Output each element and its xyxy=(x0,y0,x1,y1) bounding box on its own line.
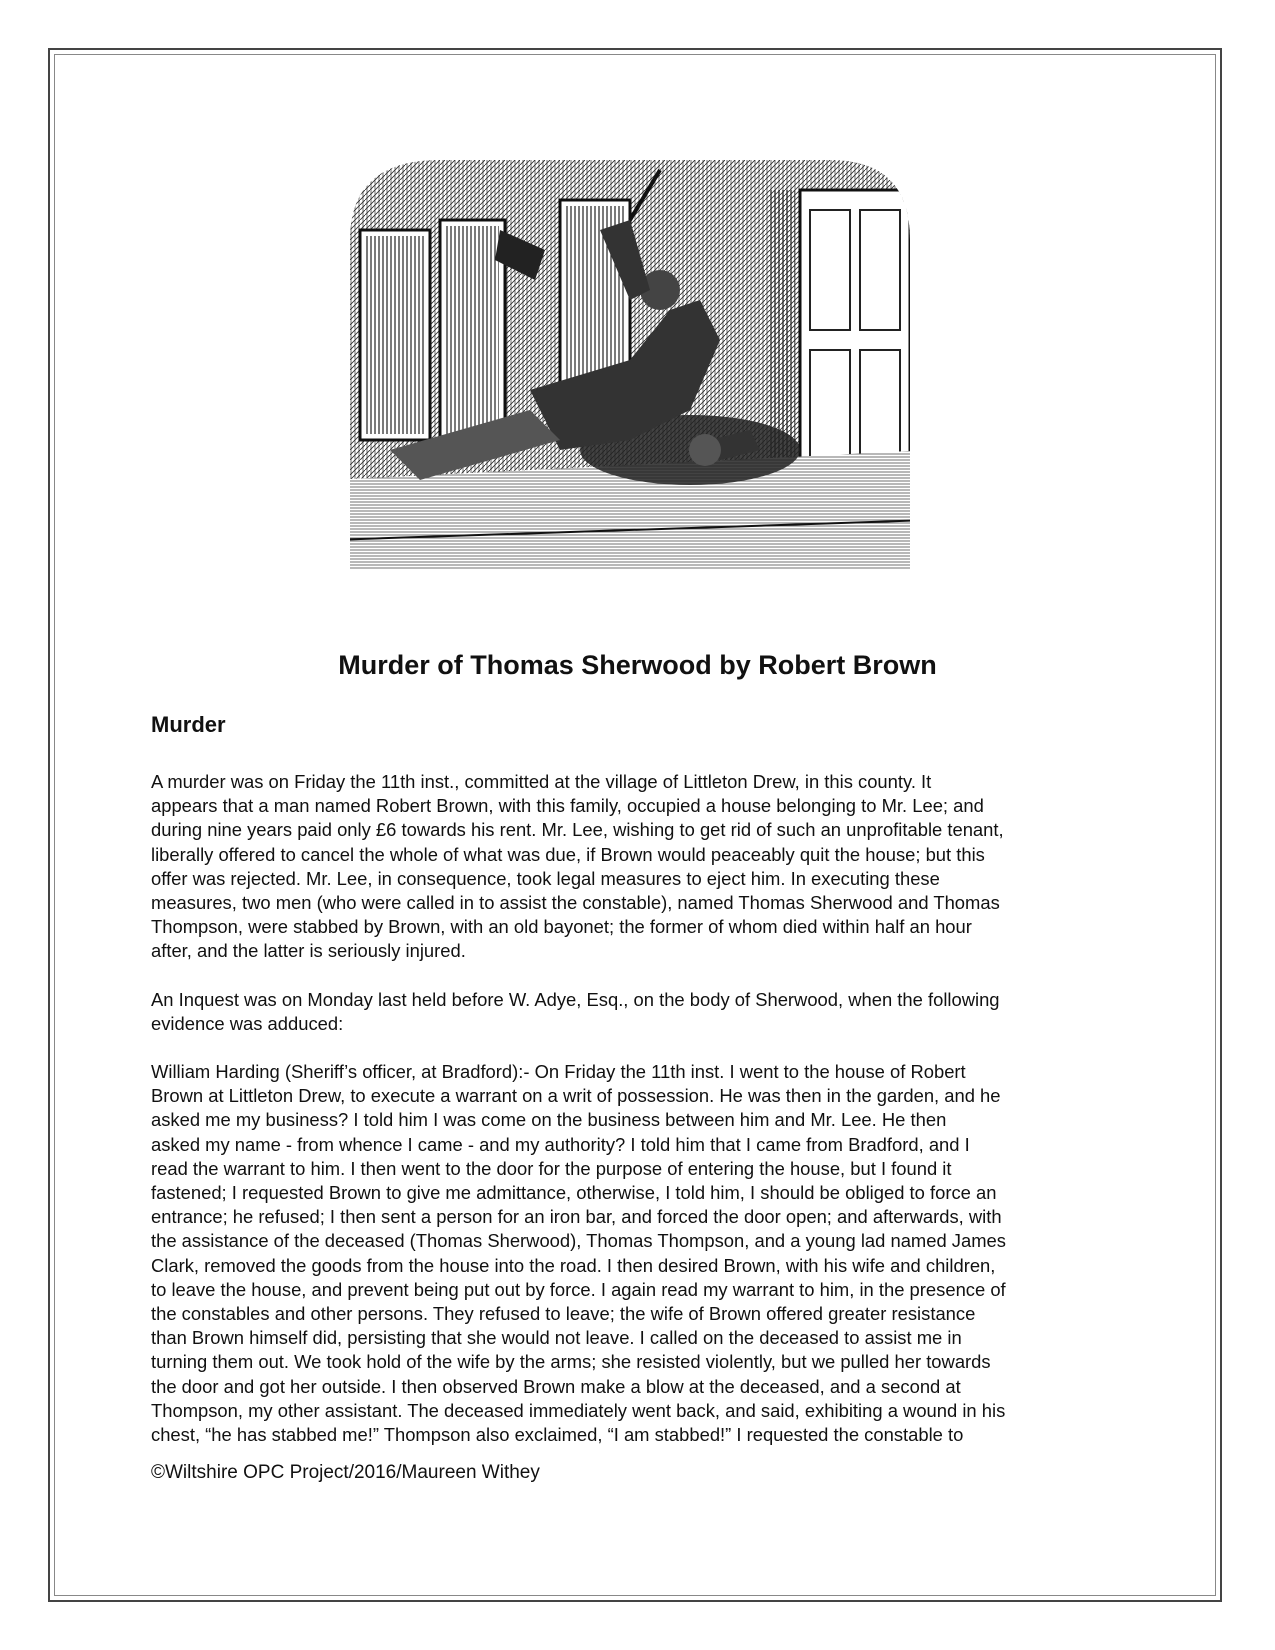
copyright-footer: ©Wiltshire OPC Project/2016/Maureen Withey xyxy=(151,1462,540,1483)
paragraph: An Inquest was on Monday last held before W. Adye, Esq., on the body of Sherwood, when the following evidence was adduced: xyxy=(151,988,1000,1034)
engraving-illustration xyxy=(330,150,930,610)
page-title: Murder of Thomas Sherwood by Robert Brown xyxy=(338,650,937,680)
body-text xyxy=(151,770,1131,1471)
paragraph: A murder was on Friday the 11th inst., committed at the village of Littleton Drew, in this county. It appears that a man named Robert Brown, with this family, occupied a house belonging to Mr. Lee; and during nine years paid only £6 towards his rent. Mr. Lee, wishing to get rid of such an unprofitable tenant, liberally offered to cancel the whole of what was due, if Brown would peaceably quit the house; but this offer was rejected. Mr. Lee, in consequence, took legal measures to eject him. In executing these measures, two men (who were called in to assist the constable), named Thomas Sherwood and Thomas Thompson, were stabbed by Brown, with an old bayonet; the former of whom died within half an hour after, and the latter is seriously injured. xyxy=(151,771,1004,962)
paragraph: William Harding (Sheriff’s officer, at Bradford):- On Friday the 11th inst. I went to the house of Robert Brown at Littleton Drew, to execute a warrant on a writ of possession. He was then in the garden, and he asked me my business? I told him I was come on the business between him and Mr. Lee. He then asked my name - from whence I came - and my authority? I told him that I came from Bradford, and I read the warrant to him. I then went to the door for the purpose of entering the house, but I found it fastened; I requested Brown to give me admittance, otherwise, I told him, I should be obliged to force an entrance; he refused; I then sent a person for an iron bar, and forced the door open; and afterwards, with the assistance of the deceased (Thomas Sherwood), Thomas Thompson, and a young lad named James Clark, removed the goods from the house into the road. I then desired Brown, with his wife and children, to leave the house, and prevent being put out by force. I again read my warrant to him, in the presence of the constables and other persons. They refused to leave; the wife of Brown offered greater resistance than Brown himself did, persisting that she would not leave. I called on the deceased to assist me in turning them out. We took hold of the wife by the arms; she resisted violently, but we pulled her towards the door and got her outside. I then observed Brown make a blow at the deceased, and a second at Thompson, my other assistant. The deceased immediately went back, and said, exhibiting a wound in his chest, “he has stabbed me!” Thompson also exclaimed, “I am stabbed!” I requested the constable to xyxy=(151,1061,1006,1446)
section-heading: Murder xyxy=(151,712,226,737)
